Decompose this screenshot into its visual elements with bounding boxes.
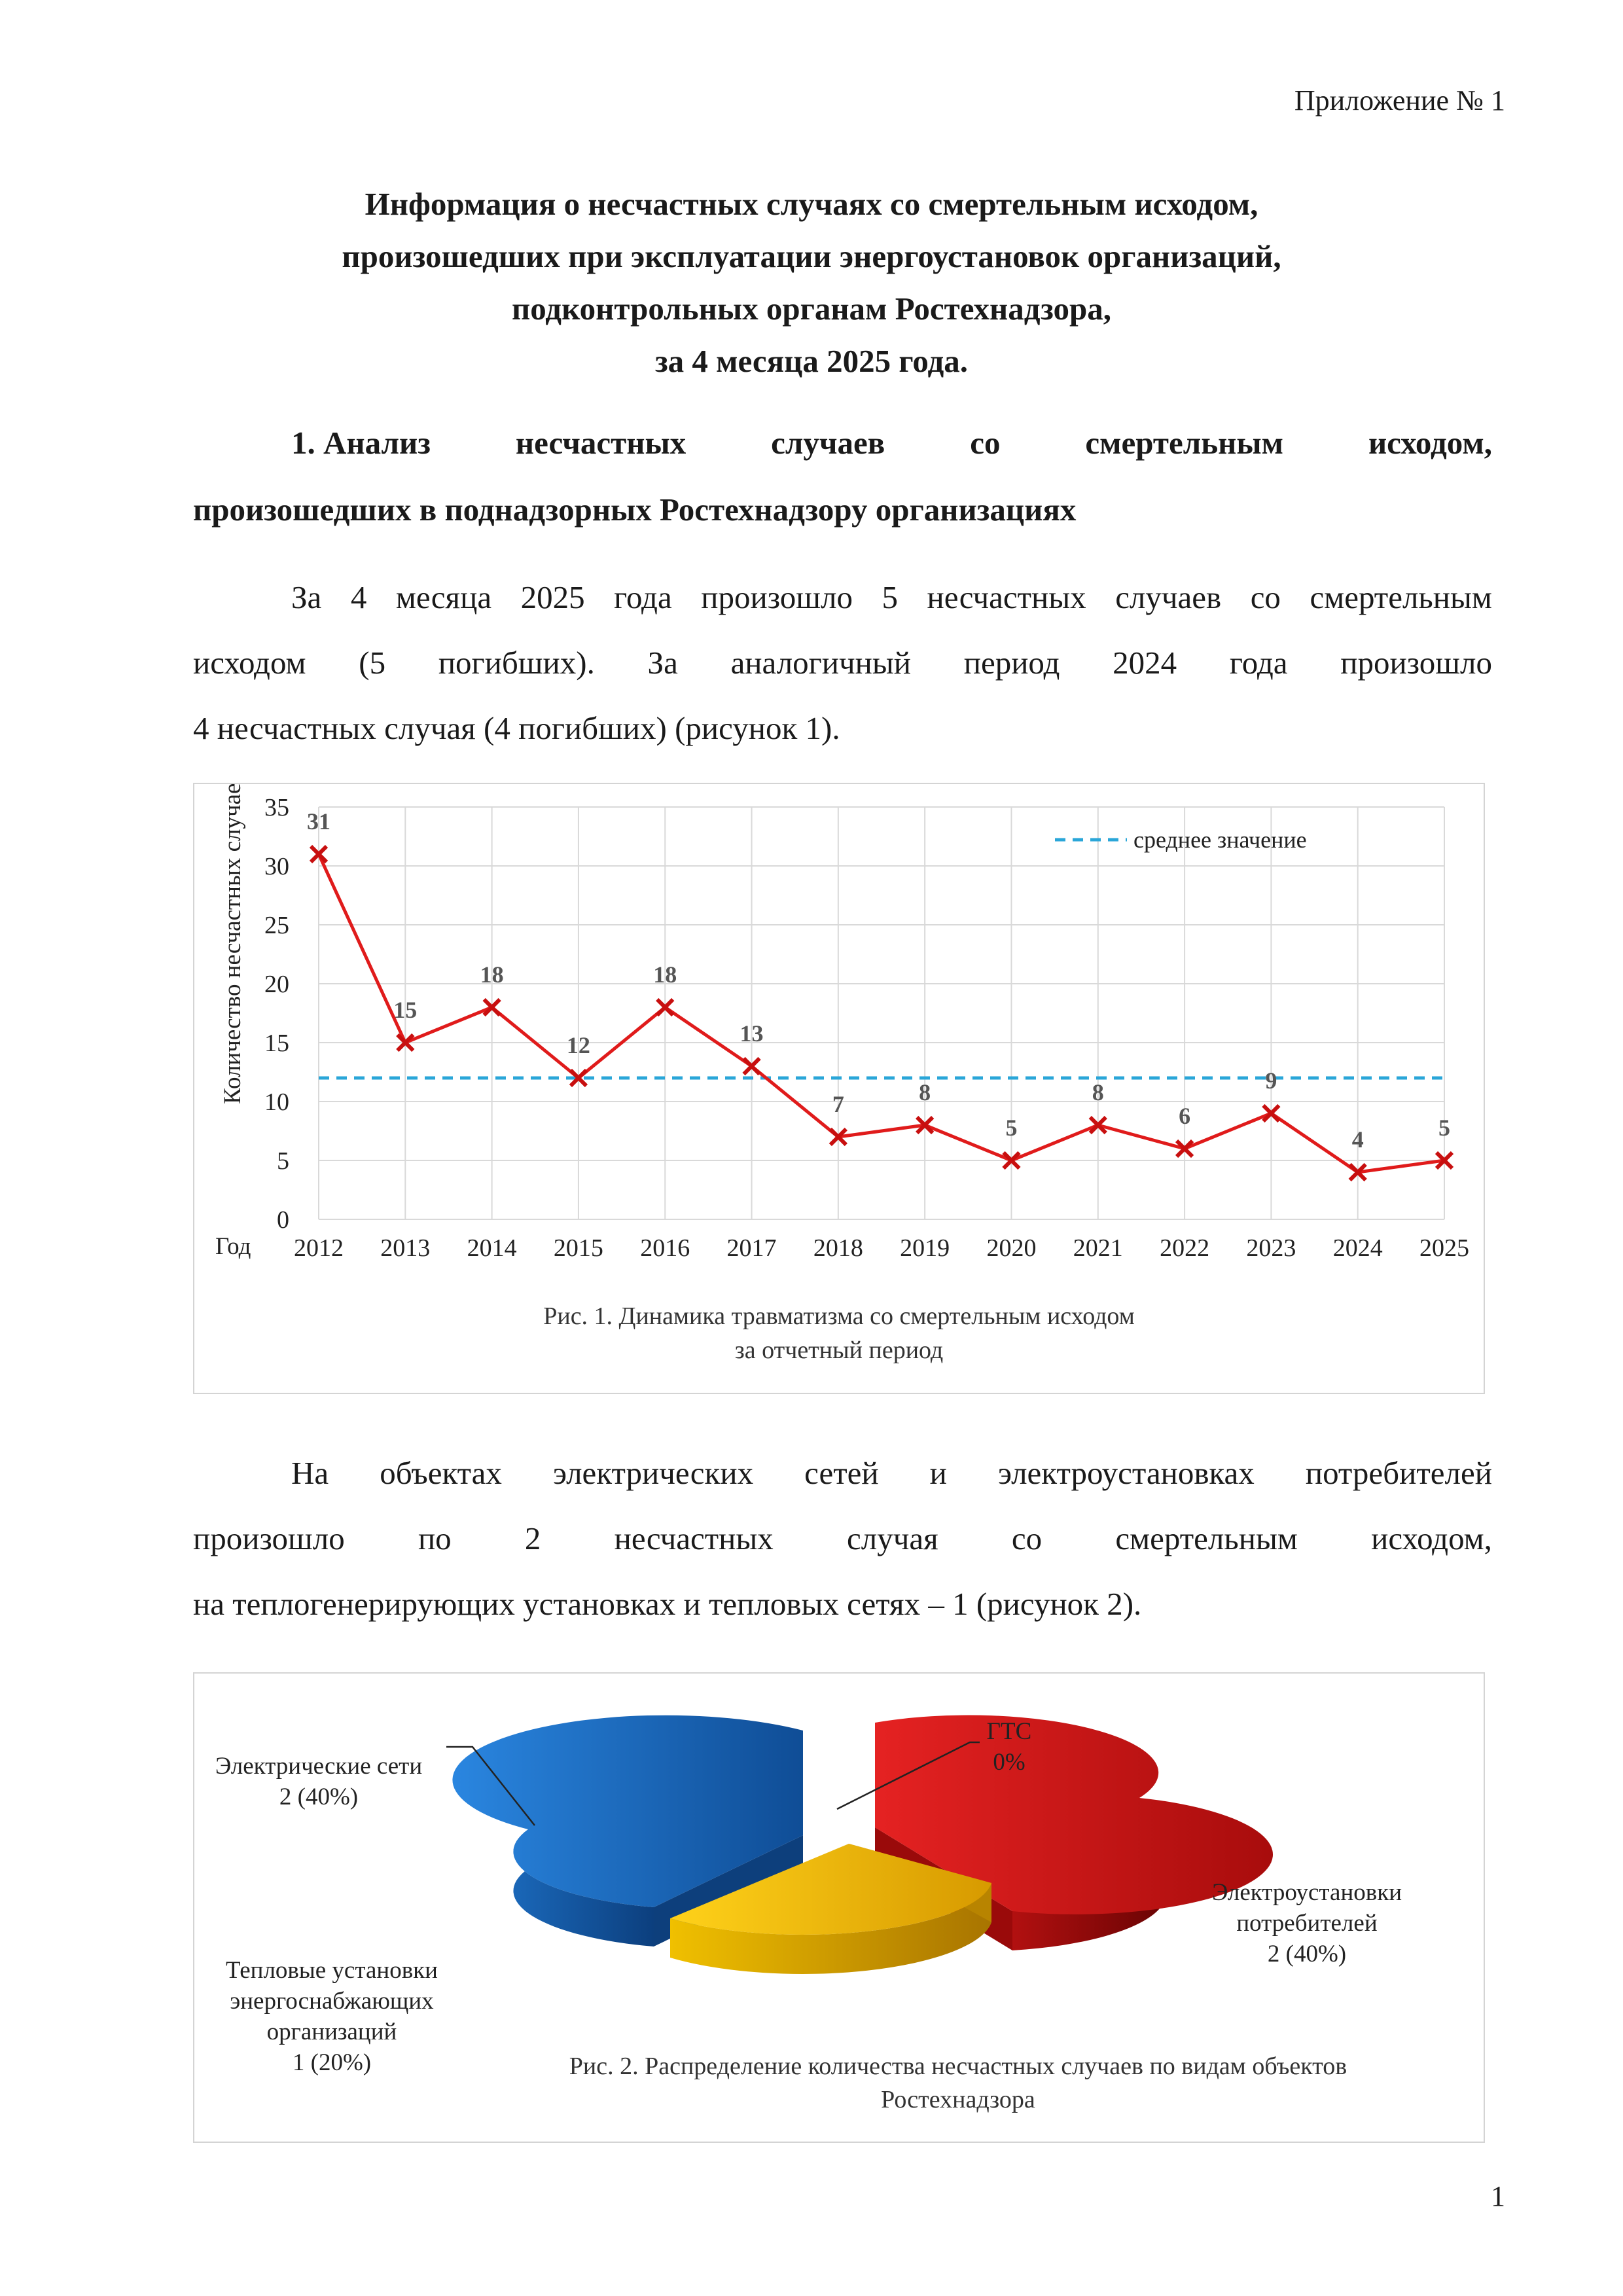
data-label: 18: [653, 961, 677, 988]
word: со: [1011, 1520, 1043, 1556]
y-tick-label: 20: [264, 971, 289, 998]
data-label: 7: [832, 1091, 844, 1117]
paragraph-2: [193, 1440, 1492, 1636]
label-consumer-installations: [1212, 1879, 1402, 1967]
word: со: [970, 425, 1001, 461]
title-line: произошедших при эксплуатации энергоустановок организаций,: [342, 238, 1281, 274]
document-title: [196, 178, 1427, 387]
svg-text:0%: 0%: [993, 1749, 1026, 1776]
y-tick-label: 0: [277, 1206, 289, 1234]
title-line: подконтрольных органам Ростехнадзора,: [511, 291, 1112, 327]
word: года: [1229, 644, 1288, 681]
word: аналогичный: [730, 644, 911, 681]
figure-1-caption: Рис. 1. Динамика травматизма со смертельным исходом: [543, 1302, 1135, 1330]
y-tick-label: 10: [264, 1088, 289, 1116]
y-tick-label: 35: [264, 794, 289, 821]
word: объектах: [380, 1454, 502, 1491]
word: исходом,: [1371, 1520, 1492, 1556]
data-label: 8: [919, 1079, 931, 1105]
legend-label: среднее значение: [1133, 827, 1307, 853]
word: 2: [524, 1520, 541, 1556]
word: потребителей: [1305, 1454, 1492, 1491]
word: смертельным: [1085, 425, 1283, 461]
word: и: [929, 1454, 947, 1491]
x-tick-label: 2024: [1332, 1234, 1383, 1262]
x-tick-label: 2022: [1160, 1234, 1210, 1262]
paragraph-line: на теплогенерирующих установках и тепловых сетях – 1 (рисунок 2).: [193, 1585, 1142, 1622]
x-tick-label: 2017: [726, 1234, 777, 1262]
word: произошло: [1340, 644, 1492, 681]
svg-text:Тепловые установки: Тепловые установки: [226, 1957, 438, 1984]
x-tick-label: 2012: [294, 1234, 344, 1262]
paragraph-line: 4 несчастных случая (4 погибших) (рисунок 1).: [193, 709, 840, 746]
word: 4: [350, 579, 367, 615]
x-tick-label: 2014: [467, 1234, 517, 1262]
data-label: 5: [1005, 1115, 1018, 1141]
data-label: 6: [1179, 1103, 1191, 1129]
y-axis-label: Количество несчастных случаев: [219, 784, 246, 1104]
word: За: [291, 579, 322, 615]
word: произошло: [193, 1520, 345, 1556]
data-label: 31: [307, 808, 330, 834]
paragraph-1: [193, 564, 1492, 761]
word: 2025: [520, 579, 585, 615]
word: На: [291, 1454, 329, 1491]
word: произошло: [701, 579, 853, 615]
figure-2-caption-2: Ростехнадзора: [881, 2086, 1035, 2113]
paragraph-line: [193, 1505, 1492, 1571]
word: смертельным: [1115, 1520, 1298, 1556]
section-heading-line2: произошедших в поднадзорных Ростехнадзору организациях: [193, 492, 1077, 528]
word: исходом,: [1368, 425, 1492, 461]
word: несчастных: [614, 1520, 774, 1556]
y-tick-label: 15: [264, 1030, 289, 1057]
figure-2-caption: Рис. 2. Распределение количества несчастных случаев по видам объектов: [569, 2053, 1347, 2080]
label-heat-installations: [226, 1957, 438, 2076]
svg-text:организаций: организаций: [266, 2018, 397, 2045]
word: по: [418, 1520, 452, 1556]
word: несчастных: [927, 579, 1086, 615]
word: сетей: [804, 1454, 879, 1491]
data-label: 9: [1265, 1067, 1277, 1094]
label-electric-networks: [215, 1753, 422, 1810]
svg-text:1 (20%): 1 (20%): [292, 2049, 372, 2076]
figure-1-frame: [193, 783, 1485, 1394]
x-tick-label: 2023: [1246, 1234, 1296, 1262]
word: 5: [882, 579, 898, 615]
paragraph-line: [193, 630, 1492, 695]
svg-text:2 (40%): 2 (40%): [1267, 1941, 1347, 1967]
word: 1. Анализ: [291, 425, 431, 461]
legend: [1055, 827, 1307, 853]
word: электрических: [552, 1454, 754, 1491]
line-chart: [194, 784, 1484, 1393]
section-heading: [291, 424, 1492, 461]
word: случаев: [771, 425, 885, 461]
svg-text:потребителей: потребителей: [1236, 1910, 1378, 1937]
data-label: 5: [1438, 1115, 1450, 1141]
word: 2024: [1113, 644, 1177, 681]
word: За: [647, 644, 678, 681]
figure-1-caption-2: за отчетный период: [734, 1336, 944, 1364]
data-label: 13: [740, 1020, 764, 1047]
word: (5: [359, 644, 386, 681]
svg-text:2 (40%): 2 (40%): [279, 1784, 359, 1810]
svg-text:энергоснабжающих: энергоснабжающих: [230, 1988, 434, 2015]
x-tick-label: 2020: [986, 1234, 1037, 1262]
word: месяца: [395, 579, 492, 615]
figure-2-frame: [193, 1672, 1485, 2143]
y-tick-labels: [264, 794, 289, 1234]
word: период: [963, 644, 1060, 681]
svg-text:ГТС: ГТС: [986, 1718, 1032, 1745]
x-tick-labels: [294, 1234, 1469, 1262]
x-tick-label: 2018: [813, 1234, 863, 1262]
word: смертельным: [1310, 579, 1492, 615]
y-tick-label: 5: [277, 1147, 289, 1175]
word: погибших).: [438, 644, 595, 681]
appendix-label: Приложение № 1: [1294, 84, 1505, 117]
x-tick-label: 2025: [1419, 1234, 1469, 1262]
paragraph-line: [193, 564, 1492, 630]
word: случаев: [1115, 579, 1222, 615]
title-line: за 4 месяца 2025 года.: [654, 343, 969, 379]
x-tick-label: 2019: [900, 1234, 950, 1262]
x-tick-label: 2015: [553, 1234, 603, 1262]
word: случая: [847, 1520, 938, 1556]
pie-chart: [194, 1674, 1484, 2142]
data-label: 18: [480, 961, 504, 988]
title-line: Информация о несчастных случаях со смертельным исходом,: [365, 186, 1258, 222]
svg-text:Электрические сети: Электрические сети: [215, 1753, 423, 1780]
data-label: 15: [393, 997, 418, 1023]
y-tick-label: 25: [264, 912, 289, 939]
x-tick-label: 2021: [1073, 1234, 1123, 1262]
x-axis-label: Год: [215, 1233, 251, 1260]
word: электроустановках: [997, 1454, 1255, 1491]
word: несчастных: [515, 425, 687, 461]
word: со: [1250, 579, 1281, 615]
word: исходом: [193, 644, 306, 681]
data-label: 4: [1351, 1126, 1364, 1153]
x-tick-label: 2013: [380, 1234, 431, 1262]
paragraph-line: [193, 1440, 1492, 1505]
x-tick-label: 2016: [640, 1234, 690, 1262]
word: года: [614, 579, 672, 615]
svg-text:Электроустановки: Электроустановки: [1211, 1879, 1402, 1906]
page-number: 1: [1491, 2180, 1505, 2212]
data-label: 12: [566, 1032, 590, 1058]
y-tick-label: 30: [264, 853, 289, 880]
data-label: 8: [1092, 1079, 1104, 1105]
